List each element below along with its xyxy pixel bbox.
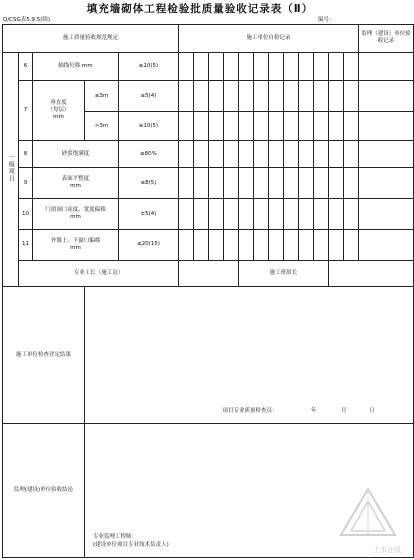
supervisor-label: 专业监理工程师： xyxy=(93,534,138,541)
check-cell[interactable] xyxy=(329,81,344,112)
check-cell[interactable] xyxy=(284,52,299,81)
check-cell[interactable] xyxy=(269,81,284,112)
check-cell[interactable] xyxy=(194,140,209,168)
year-label: 年 xyxy=(311,407,317,414)
self-check-header: 施工单位自检记录 xyxy=(179,25,359,53)
check-cell[interactable] xyxy=(299,112,314,141)
check-cell[interactable] xyxy=(314,229,329,260)
check-cell[interactable] xyxy=(209,81,224,112)
check-cell[interactable] xyxy=(269,168,284,199)
team-leader-label: 施工班组长 xyxy=(239,260,329,287)
check-cell[interactable] xyxy=(194,52,209,81)
check-cell[interactable] xyxy=(194,199,209,230)
check-cell[interactable] xyxy=(299,168,314,199)
item-name: 轴线位移 mm xyxy=(33,52,119,81)
table-row xyxy=(3,168,414,199)
number-label: 编号： xyxy=(318,17,335,23)
general-items-label xyxy=(3,52,19,287)
check-cell[interactable] xyxy=(239,112,254,141)
check-cell[interactable] xyxy=(194,168,209,199)
item-name: 表面平整度 mm xyxy=(33,168,119,199)
owner-tech-lead-label: (建设单位项目专业技术负责人) xyxy=(93,541,169,548)
check-cell[interactable] xyxy=(239,81,254,112)
item-allowance: ≤20(15) xyxy=(119,229,179,260)
check-cell[interactable] xyxy=(239,52,254,81)
check-cell[interactable] xyxy=(344,81,359,112)
check-cell[interactable] xyxy=(344,229,359,260)
check-cell[interactable] xyxy=(344,168,359,199)
check-cell[interactable] xyxy=(314,140,329,168)
check-cell[interactable] xyxy=(284,229,299,260)
form-title: 填充墙砌体工程检验批质量验收记录表（Ⅱ） xyxy=(86,3,314,15)
supervision-conclusion-cell[interactable] xyxy=(85,423,414,557)
check-cell[interactable] xyxy=(224,199,239,230)
check-cell[interactable] xyxy=(254,140,269,168)
supervision-cell[interactable] xyxy=(359,81,414,112)
item-no: 11 xyxy=(19,229,33,260)
item-no: 8 xyxy=(19,140,33,168)
check-cell[interactable] xyxy=(179,229,194,260)
check-cell[interactable] xyxy=(314,199,329,230)
check-cell[interactable] xyxy=(224,81,239,112)
quality-items-header: 施工质量验收规范规定 xyxy=(3,25,179,53)
item-name: 垂直度 （每层） mm xyxy=(33,81,85,140)
check-cell[interactable] xyxy=(239,168,254,199)
check-cell[interactable] xyxy=(194,112,209,141)
watermark-text: 土木在线 xyxy=(373,546,402,555)
supervision-cell[interactable] xyxy=(359,229,414,260)
check-cell[interactable] xyxy=(269,52,284,81)
check-cell[interactable] xyxy=(239,199,254,230)
check-cell[interactable] xyxy=(209,112,224,141)
check-cell[interactable] xyxy=(224,140,239,168)
inspector-label: 项目专业质量检查员： xyxy=(222,407,278,414)
staff-row xyxy=(3,260,414,287)
supervision-cell[interactable] xyxy=(359,140,414,168)
check-cell[interactable] xyxy=(344,52,359,81)
check-cell[interactable] xyxy=(224,168,239,199)
item-name: 砂浆饱满度 xyxy=(33,140,119,168)
check-cell[interactable] xyxy=(284,112,299,141)
check-cell[interactable] xyxy=(269,140,284,168)
check-cell[interactable] xyxy=(179,81,194,112)
check-cell[interactable] xyxy=(314,52,329,81)
item-allowance: ±5(4) xyxy=(119,199,179,230)
supervision-cell[interactable] xyxy=(359,52,414,81)
table-code: Q/CSG表5.9.5(续) xyxy=(3,17,51,23)
construction-result-row xyxy=(3,287,414,423)
check-cell[interactable] xyxy=(329,229,344,260)
check-cell[interactable] xyxy=(179,112,194,141)
check-cell[interactable] xyxy=(269,229,284,260)
check-cell[interactable] xyxy=(299,229,314,260)
supervision-cell[interactable] xyxy=(359,112,414,141)
check-cell[interactable] xyxy=(224,112,239,141)
check-cell[interactable] xyxy=(239,229,254,260)
check-cell[interactable] xyxy=(344,112,359,141)
check-cell[interactable] xyxy=(284,81,299,112)
check-cell[interactable] xyxy=(284,140,299,168)
item-name: 外墙上、下窗口偏移 mm xyxy=(33,229,119,260)
check-cell[interactable] xyxy=(254,81,269,112)
item-name: 门窗洞口高度、宽度偏移 mm xyxy=(33,199,119,230)
table-row xyxy=(3,52,414,81)
check-cell[interactable] xyxy=(299,199,314,230)
inspector-sign-line xyxy=(93,408,407,415)
supervisor-sign-block xyxy=(93,534,169,549)
table-row xyxy=(3,140,414,168)
check-cell[interactable] xyxy=(194,229,209,260)
watermark-logo-icon xyxy=(333,485,403,545)
item-no: 7 xyxy=(19,81,33,140)
table-row xyxy=(3,229,414,260)
check-cell[interactable] xyxy=(239,140,254,168)
item-no: 9 xyxy=(19,168,33,199)
check-cell[interactable] xyxy=(179,199,194,230)
check-cell[interactable] xyxy=(329,168,344,199)
check-cell[interactable] xyxy=(254,112,269,141)
check-cell[interactable] xyxy=(299,81,314,112)
check-cell[interactable] xyxy=(329,140,344,168)
check-cell[interactable] xyxy=(344,199,359,230)
supervision-conclusion-label: 监理(建设)单位验收结论 xyxy=(3,423,85,557)
item-allowance: ≤5(4) xyxy=(119,81,179,112)
check-cell[interactable] xyxy=(179,52,194,81)
check-cell[interactable] xyxy=(329,199,344,230)
check-cell[interactable] xyxy=(269,112,284,141)
check-cell[interactable] xyxy=(269,199,284,230)
check-cell[interactable] xyxy=(329,52,344,81)
check-cell[interactable] xyxy=(209,52,224,81)
table-row xyxy=(3,199,414,230)
check-cell[interactable] xyxy=(224,229,239,260)
check-cell[interactable] xyxy=(194,81,209,112)
check-cell[interactable] xyxy=(314,81,329,112)
item-allowance: ≤10(5) xyxy=(119,112,179,141)
item-allowance: ≥80% xyxy=(119,140,179,168)
check-cell[interactable] xyxy=(299,52,314,81)
check-cell[interactable] xyxy=(179,168,194,199)
construction-result-label: 施工单位检查评定结果 xyxy=(3,287,85,423)
check-cell[interactable] xyxy=(314,112,329,141)
check-cell[interactable] xyxy=(254,52,269,81)
item-allowance: ≤10(5) xyxy=(119,52,179,81)
header-row xyxy=(3,25,414,53)
item-condition: ≤3m xyxy=(85,81,119,112)
specialist-sign-cell[interactable] xyxy=(179,260,239,287)
supervision-conclusion-row xyxy=(3,423,414,557)
item-condition: >3m xyxy=(85,112,119,141)
table-row xyxy=(3,81,414,112)
check-cell[interactable] xyxy=(284,168,299,199)
check-cell[interactable] xyxy=(209,199,224,230)
check-cell[interactable] xyxy=(224,52,239,81)
supervision-cell[interactable] xyxy=(359,168,414,199)
supervision-cell[interactable] xyxy=(359,199,414,230)
check-cell[interactable] xyxy=(179,140,194,168)
check-cell[interactable] xyxy=(299,140,314,168)
team-leader-sign-cell[interactable] xyxy=(329,260,414,287)
check-cell[interactable] xyxy=(284,199,299,230)
specialist-label: 专业工长（施工员） xyxy=(19,260,179,287)
item-no: 6 xyxy=(19,52,33,81)
check-cell[interactable] xyxy=(209,140,224,168)
check-cell[interactable] xyxy=(209,168,224,199)
day-label: 日 xyxy=(369,407,375,414)
item-no: 10 xyxy=(19,199,33,230)
construction-result-cell[interactable] xyxy=(85,287,414,423)
check-cell[interactable] xyxy=(329,112,344,141)
check-cell[interactable] xyxy=(209,229,224,260)
check-cell[interactable] xyxy=(344,140,359,168)
check-cell[interactable] xyxy=(254,229,269,260)
inspection-record-table xyxy=(2,24,414,558)
supervision-header: 监理（建设）单位验收记录 xyxy=(359,25,414,53)
check-cell[interactable] xyxy=(254,168,269,199)
month-label: 月 xyxy=(341,407,347,414)
general-items-text: 一般项目 xyxy=(7,154,15,183)
check-cell[interactable] xyxy=(314,168,329,199)
check-cell[interactable] xyxy=(254,199,269,230)
item-allowance: ≤8(5) xyxy=(119,168,179,199)
